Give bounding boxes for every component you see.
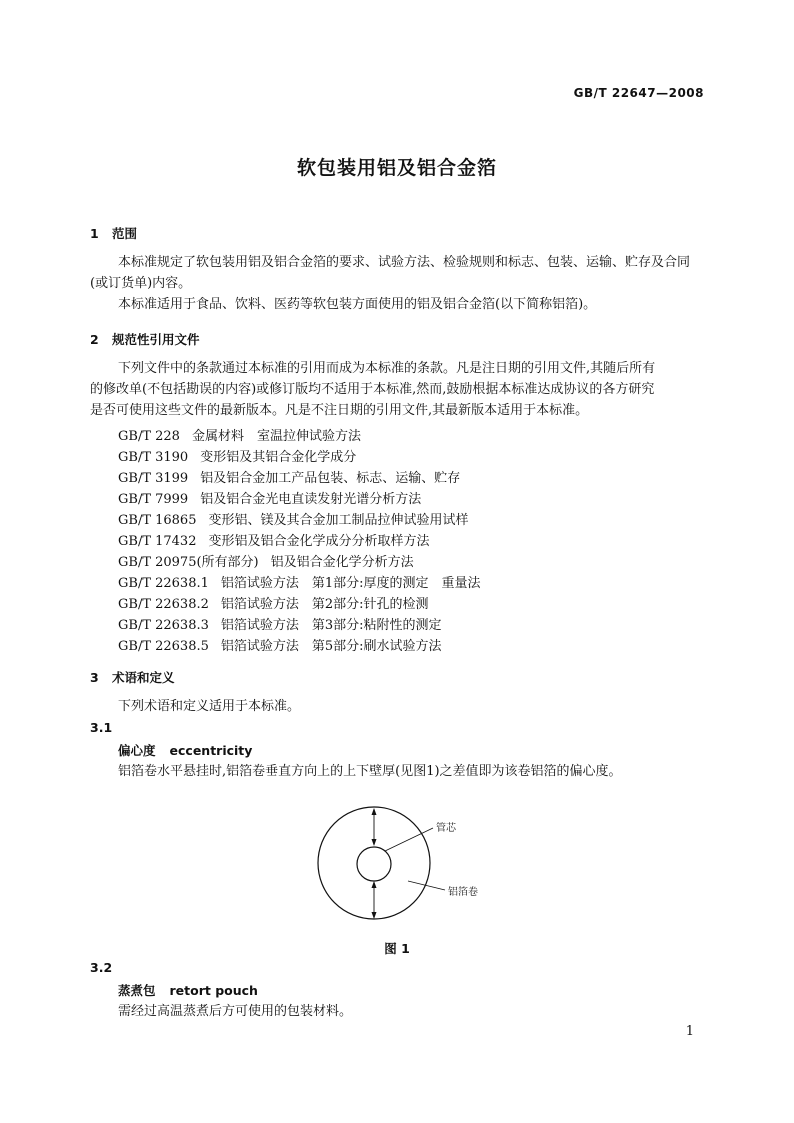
figure-1-diagram — [300, 800, 500, 932]
term-heading — [118, 741, 252, 759]
reference-code: GB/T 22638.5 — [118, 639, 209, 654]
section-1-para-1-line-1: 本标准规定了软包装用铝及铝合金箔的要求、试验方法、检验规则和标志、包装、运输、贮存及合同 — [118, 255, 691, 270]
section-2-intro-line-1: 下列文件中的条款通过本标准的引用而成为本标准的条款。凡是注日期的引用文件,其随后所有 — [118, 361, 656, 376]
reference-code: GB/T 228 — [118, 429, 180, 444]
arrow-down-icon — [372, 912, 377, 919]
page-number: 1 — [685, 1024, 694, 1039]
term-en: retort pouch — [169, 983, 258, 998]
reference-item — [118, 593, 429, 612]
term-zh: 蒸煮包 — [118, 983, 156, 998]
arrow-up-icon — [372, 881, 377, 888]
reference-title: 变形铝及其铝合金化学成分 — [200, 450, 357, 465]
section-number: 3 — [90, 670, 99, 685]
reference-title: 变形铝及铝合金化学成分分析取样方法 — [208, 534, 430, 549]
reference-code: GB/T 3190 — [118, 450, 189, 465]
arrow-up-icon — [372, 808, 377, 815]
reference-code: GB/T 22638.3 — [118, 618, 209, 633]
reference-item — [118, 551, 414, 570]
section-3-intro: 下列术语和定义适用于本标准。 — [118, 699, 301, 714]
term-definition: 铝箔卷水平悬挂时,铝箔卷垂直方向上的上下壁厚(见图1)之差值即为该卷铝箔的偏心度。 — [118, 764, 622, 779]
reference-code: GB/T 7999 — [118, 492, 189, 507]
term-heading — [118, 981, 258, 999]
reference-item — [118, 530, 430, 549]
reference-title: 铝及铝合金化学分析方法 — [270, 555, 414, 570]
reference-title: 金属材料 室温拉伸试验方法 — [191, 429, 361, 444]
reference-item — [118, 614, 442, 633]
roll-label: 铝箔卷 — [448, 887, 478, 898]
section-2-heading — [90, 330, 200, 348]
term-definition: 需经过高温蒸煮后方可使用的包装材料。 — [118, 1004, 353, 1019]
reference-item — [118, 509, 469, 528]
reference-title: 铝箔试验方法 第3部分:粘附性的测定 — [220, 618, 442, 633]
figure-caption: 图 1 — [384, 941, 410, 956]
reference-item — [118, 635, 442, 654]
reference-code: GB/T 3199 — [118, 471, 189, 486]
section-2-intro-line-3: 是否可使用这些文件的最新版本。凡是不注日期的引用文件,其最新版本适用于本标准。 — [90, 403, 589, 418]
term-zh: 偏心度 — [118, 743, 156, 758]
reference-item — [118, 488, 421, 507]
reference-title: 铝箔试验方法 第5部分:刷水试验方法 — [220, 639, 442, 654]
reference-item — [118, 446, 356, 465]
document-title: 软包装用铝及铝合金箔 — [296, 157, 497, 179]
reference-code: GB/T 16865 — [118, 513, 197, 528]
section-2-intro-line-2: 的修改单(不包括勘误的内容)或修订版均不适用于本标准,然而,鼓励根据本标准达成协议的各方研究 — [90, 382, 655, 397]
term-number: 3.1 — [90, 720, 113, 735]
reference-item — [118, 425, 361, 444]
section-3-heading — [90, 668, 175, 686]
reference-item — [118, 467, 460, 486]
section-number: 2 — [90, 332, 99, 347]
reference-code: GB/T 22638.1 — [118, 576, 209, 591]
section-number: 1 — [90, 226, 99, 241]
section-1-para-2: 本标准适用于食品、饮料、医药等软包装方面使用的铝及铝合金箔(以下简称铝箔)。 — [118, 297, 597, 312]
term-number: 3.2 — [90, 960, 113, 975]
section-title: 规范性引用文件 — [112, 332, 200, 347]
reference-title: 铝及铝合金光电直读发射光谱分析方法 — [200, 492, 422, 507]
section-title: 范围 — [112, 226, 138, 241]
reference-code: GB/T 17432 — [118, 534, 197, 549]
core-circle — [357, 847, 391, 881]
standard-number: GB/T 22647—2008 — [573, 86, 704, 100]
section-1-para-1-line-2: (或订货单)内容。 — [90, 276, 192, 291]
term-en: eccentricity — [169, 743, 253, 758]
section-1-heading — [90, 224, 137, 242]
reference-code: GB/T 20975(所有部分) — [118, 555, 259, 570]
reference-title: 铝箔试验方法 第2部分:针孔的检测 — [220, 597, 429, 612]
section-title: 术语和定义 — [112, 670, 175, 685]
core-leader-line — [385, 828, 433, 851]
reference-code: GB/T 22638.2 — [118, 597, 209, 612]
arrow-down-icon — [372, 839, 377, 846]
reference-item — [118, 572, 481, 591]
reference-title: 变形铝、镁及其合金加工制品拉伸试验用试样 — [208, 513, 469, 528]
reference-title: 铝及铝合金加工产品包装、标志、运输、贮存 — [200, 471, 461, 486]
core-label: 管芯 — [436, 823, 456, 834]
reference-title: 铝箔试验方法 第1部分:厚度的测定 重量法 — [220, 576, 481, 591]
